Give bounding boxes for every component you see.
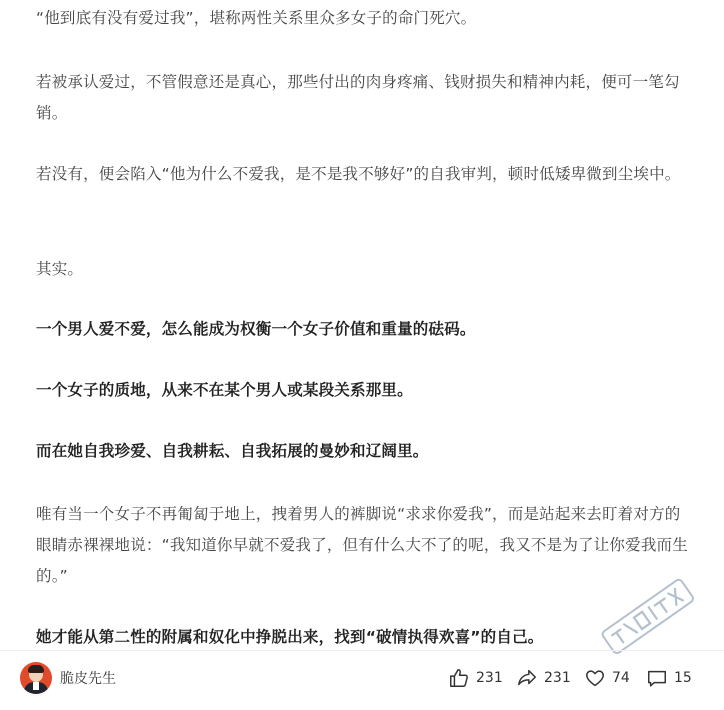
paragraph-1: “他到底有没有爱过我”，堪称两性关系里众多女子的命门死穴。 [36, 9, 477, 27]
favorite-button[interactable] [584, 665, 630, 691]
comment-count: 15 [674, 670, 692, 686]
thumbs-up-icon [448, 667, 470, 689]
paragraph-6-bold: 一个女子的质地，从来不在某个男人或某段关系那里。 [36, 381, 413, 399]
favorite-count: 74 [612, 670, 630, 686]
paragraph-9-bold: 她才能从第二性的附属和奴化中挣脱出来，找到“破情执得欢喜”的自己。 [36, 628, 544, 646]
author-avatar[interactable] [20, 662, 52, 694]
paragraph-2: 若被承认爱过，不管假意还是真心，那些付出的肉身疼痛、钱财损失和精神内耗，便可一笔勾销。 [36, 73, 680, 122]
heart-icon [584, 667, 606, 689]
article-footer [0, 651, 724, 710]
share-arrow-icon [516, 667, 538, 689]
author-name[interactable]: 脆皮先生 [60, 671, 116, 687]
share-count: 231 [544, 670, 571, 686]
paragraph-8: 唯有当一个女子不再匍匐于地上，拽着男人的裤脚说“求求你爱我”，而是站起来去盯着对方的眼睛赤裸裸地说：“我知道你早就不爱我了，但有什么大不了的呢，我又不是为了让你爱我而生的。” [36, 505, 688, 585]
paragraph-7-bold: 而在她自我珍爱、自我耕耘、自我拓展的曼妙和辽阔里。 [36, 442, 429, 460]
paragraph-3: 若没有，便会陷入“他为什么不爱我，是不是我不够好”的自我审判，顿时低矮卑微到尘埃中。 [36, 165, 681, 183]
like-button[interactable] [448, 665, 503, 691]
like-count: 231 [476, 670, 503, 686]
paragraph-5-bold: 一个男人爱不爱，怎么能成为权衡一个女子价值和重量的砝码。 [36, 320, 476, 338]
paragraph-4: 其实。 [36, 260, 84, 278]
share-button[interactable] [516, 665, 571, 691]
comment-bubble-icon [646, 667, 668, 689]
comment-button[interactable] [646, 665, 692, 691]
